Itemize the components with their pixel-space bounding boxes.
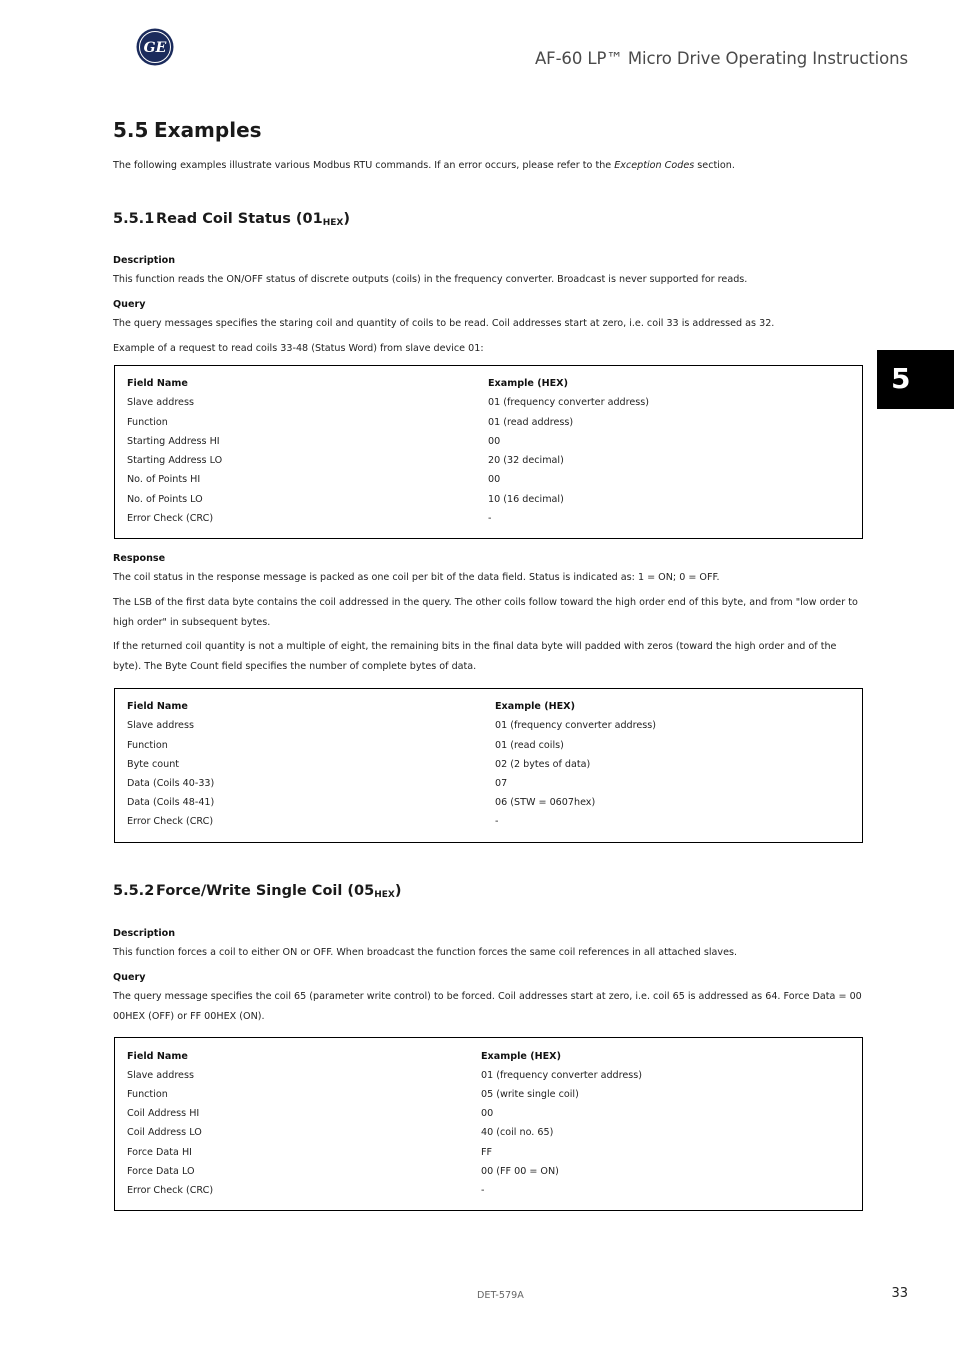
table-row: Function 01 (read coils) [127, 740, 564, 751]
subsection-heading-force-coil: 5.5.2 Force/Write Single Coil $(05_{HEX})$ [113, 883, 402, 900]
table-row: Starting Address LO 20 (32 decimal) [127, 455, 564, 466]
table-header-cell: Field Name [127, 701, 188, 712]
document-title: AF-60 LP™ Micro Drive Operating Instructions [535, 49, 908, 68]
query-example-text: Example of a request to read coils 33-48 (Status Word) from slave device 01: [113, 343, 484, 354]
description-text: This function forces a coil to either ON or OFF. When broadcast the function forces the same coil references in all attached slaves. [113, 947, 738, 958]
description-label: Description [113, 255, 176, 266]
table-row: Byte count 02 (2 bytes of data) [127, 759, 591, 770]
response-paragraph: The LSB of the first data byte contains the coil addressed in the query. The other coils follow toward the high order end of this byte, and from "low order to high order" in subsequent bytes. [113, 597, 858, 628]
table-row: Coil Address HI 00 [127, 1108, 494, 1119]
table-header-cell: Example (HEX) [481, 1051, 561, 1062]
query-text: The query message specifies the coil 65 (parameter write control) to be forced. Coil addresses start at zero, i.e. coil 65 is addressed as 64. Force Data = 00 00HEX (OFF) or FF 00HEX (ON). [113, 991, 862, 1022]
description-label: Description [113, 928, 176, 939]
table-row: Error Check (CRC) - [127, 816, 499, 827]
table-row: Data (Coils 40-33) 07 [127, 778, 508, 789]
table-row: Function 05 (write single coil) [127, 1089, 579, 1100]
table-header-cell: Field Name [127, 378, 188, 389]
table-header-row [127, 701, 862, 720]
ge-logo-icon [136, 28, 174, 66]
description-text: This function reads the ON/OFF status of discrete outputs (coils) in the frequency converter. Broadcast is never supported for reads. [113, 274, 748, 285]
table-header-cell: Example (HEX) [488, 378, 568, 389]
page-number: 33 [891, 1286, 908, 1301]
table-row: Coil Address LO 40 (coil no. 65) [127, 1127, 554, 1138]
table-row: Error Check (CRC) - [127, 1185, 485, 1196]
read-coil-query-table [114, 365, 863, 539]
table-header-cell: Example (HEX) [495, 701, 575, 712]
exception-codes-ref: Exception Codes [614, 160, 695, 171]
response-paragraph: If the returned coil quantity is not a multiple of eight, the remaining bits in the final data byte will padded with zeros (toward the high order and of the byte). The Byte Count field specifies the number of complete bytes of data. [113, 641, 837, 672]
table-row: Slave address 01 (frequency converter address) [127, 1070, 643, 1081]
table-row: No. of Points LO 10 (16 decimal) [127, 494, 564, 505]
response-label: Response [113, 553, 166, 564]
section-title: Examples [154, 118, 262, 142]
section-number: 5.5 [113, 118, 149, 142]
table-header-row [127, 378, 862, 397]
table-row: Force Data HI FF [127, 1147, 493, 1158]
table-row: Starting Address HI 00 [127, 436, 501, 447]
table-header-row [127, 1051, 862, 1070]
section-intro: The following examples illustrate various Modbus RTU commands. If an error occurs, please refer to the Exception Codes section. [113, 160, 735, 171]
query-label: Query [113, 972, 146, 983]
section-heading [113, 118, 262, 142]
table-row: Data (Coils 48-41) 06 (STW = 0607hex) [127, 797, 596, 808]
table-row: Function 01 (read address) [127, 417, 574, 428]
table-row: No. of Points HI 00 [127, 474, 501, 485]
read-coil-response-table [114, 688, 863, 843]
response-paragraph: The coil status in the response message is packed as one coil per bit of the data field. Status is indicated as: 1 = ON; 0 = OFF. [113, 572, 720, 583]
force-coil-query-table [114, 1037, 863, 1211]
table-row: Error Check (CRC) - [127, 513, 492, 524]
chapter-tab: 5 [877, 350, 954, 409]
svg-text:GE: GE [143, 40, 167, 56]
query-text: The query messages specifies the staring coil and quantity of coils to be read. Coil addresses start at zero, i.e. coil 33 is addressed as 32. [113, 318, 775, 329]
subsection-heading-read-coil: 5.5.1 Read Coil Status $(01_{HEX})$ [113, 211, 350, 228]
table-row: Force Data LO 00 (FF 00 = ON) [127, 1166, 559, 1177]
table-row: Slave address 01 (frequency converter address) [127, 720, 657, 731]
table-header-cell: Field Name [127, 1051, 188, 1062]
table-row: Slave address 01 (frequency converter address) [127, 397, 650, 408]
footer-doc-number: DET-579A [477, 1290, 524, 1301]
query-label: Query [113, 299, 146, 310]
